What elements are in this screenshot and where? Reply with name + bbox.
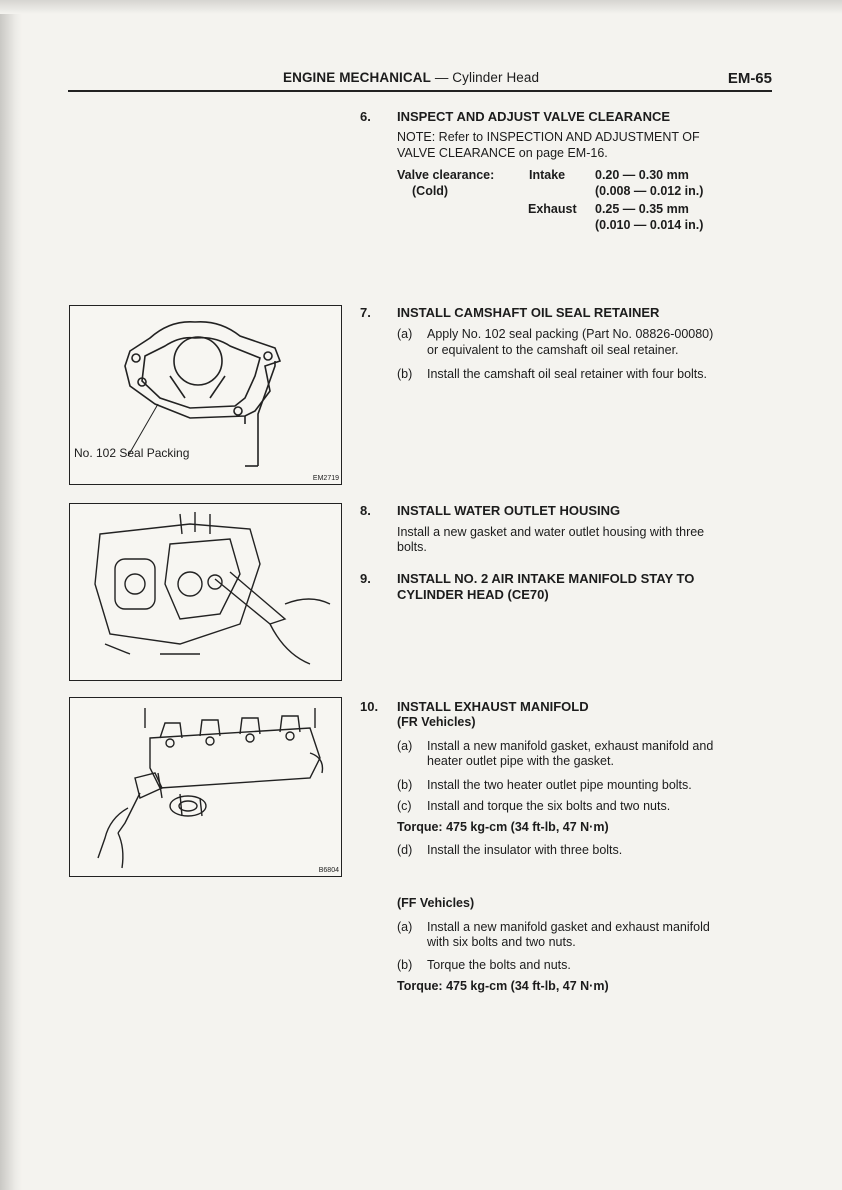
step-8 <box>360 503 780 559</box>
fr-c-mark: (c) <box>397 799 412 813</box>
valve-clearance-condition: (Cold) <box>412 184 449 198</box>
figure-exhaust-manifold <box>69 697 342 877</box>
fr-torque: Torque: 475 kg-cm (34 ft-lb, 47 N·m) <box>397 820 609 834</box>
header-title <box>283 70 539 85</box>
page-binding-shadow <box>0 0 22 1190</box>
fr-b-line1: Install the two heater outlet pipe mounting bolts. <box>427 778 692 792</box>
ff-torque: Torque: 475 kg-cm (34 ft-lb, 47 N·m) <box>397 979 609 993</box>
ff-a-line1: Install a new manifold gasket and exhaust manifold <box>427 920 710 934</box>
exhaust-mm: 0.25 — 0.35 mm <box>595 202 689 216</box>
step-7-a-mark: (a) <box>397 327 413 341</box>
ff-a-mark: (a) <box>397 920 413 934</box>
fr-a-mark: (a) <box>397 739 413 753</box>
step-7 <box>360 305 780 385</box>
fr-d-line1: Install the insulator with three bolts. <box>427 843 623 857</box>
exhaust-manifold-drawing <box>70 698 341 876</box>
header-dash: — <box>434 70 449 85</box>
step-6 <box>360 109 780 239</box>
step-8-title: INSTALL WATER OUTLET HOUSING <box>397 503 621 518</box>
page-header <box>70 68 772 90</box>
step-9 <box>360 571 780 605</box>
header-section: ENGINE MECHANICAL <box>283 70 431 85</box>
ff-b-mark: (b) <box>397 958 413 972</box>
step-6-title: INSPECT AND ADJUST VALVE CLEARANCE <box>397 109 671 124</box>
fr-b-mark: (b) <box>397 778 413 792</box>
ff-vehicles-heading: (FF Vehicles) <box>397 896 475 910</box>
intake-in: (0.008 — 0.012 in.) <box>595 184 704 198</box>
step-7-a-line2: or equivalent to the camshaft oil seal retainer. <box>427 343 679 357</box>
page-code: EM-65 <box>727 70 772 87</box>
step-10-title: INSTALL EXHAUST MANIFOLD <box>397 699 589 714</box>
step-8-line1: Install a new gasket and water outlet housing with three <box>397 525 705 539</box>
header-subsection: Cylinder Head <box>452 70 540 85</box>
figure-code-b6804: B6804 <box>318 867 339 874</box>
step-9-title-line1: INSTALL NO. 2 AIR INTAKE MANIFOLD STAY TO <box>397 571 695 586</box>
step-8-line2: bolts. <box>397 540 427 554</box>
ff-b-line1: Torque the bolts and nuts. <box>427 958 571 972</box>
intake-mm: 0.20 — 0.30 mm <box>595 168 689 182</box>
exhaust-label: Exhaust <box>528 202 577 216</box>
intake-label: Intake <box>529 168 566 182</box>
fr-d-mark: (d) <box>397 843 413 857</box>
valve-clearance-label: Valve clearance: <box>397 168 495 182</box>
fr-vehicles-heading: (FR Vehicles) <box>397 715 476 729</box>
ff-a-line2: with six bolts and two nuts. <box>427 935 576 949</box>
seal-packing-label: No. 102 Seal Packing <box>74 446 190 460</box>
figure-water-outlet-housing <box>69 503 342 681</box>
page-top-shadow <box>0 0 842 14</box>
exhaust-in: (0.010 — 0.014 in.) <box>595 218 704 232</box>
step-6-number: 6. <box>360 109 371 124</box>
step-10-number: 10. <box>360 699 379 714</box>
step-9-number: 9. <box>360 571 371 586</box>
step-7-title: INSTALL CAMSHAFT OIL SEAL RETAINER <box>397 305 660 320</box>
step-10 <box>360 699 780 999</box>
step-7-b-line1: Install the camshaft oil seal retainer with four bolts. <box>427 367 707 381</box>
step-6-note-line1: NOTE: Refer to INSPECTION AND ADJUSTMENT OF <box>397 130 700 144</box>
header-rule <box>68 90 772 92</box>
step-7-number: 7. <box>360 305 371 320</box>
water-outlet-drawing <box>70 504 341 680</box>
step-7-a-line1: Apply No. 102 seal packing (Part No. 08826-00080) <box>427 327 714 341</box>
step-7-b-mark: (b) <box>397 367 413 381</box>
fr-c-line1: Install and torque the six bolts and two nuts. <box>427 799 671 813</box>
figure-code-em2719: EM2719 <box>312 475 339 482</box>
step-9-title-line2: CYLINDER HEAD (CE70) <box>397 587 549 602</box>
fr-a-line2: heater outlet pipe with the gasket. <box>427 754 614 768</box>
figure-camshaft-seal-retainer <box>69 305 342 485</box>
fr-a-line1: Install a new manifold gasket, exhaust manifold and <box>427 739 714 753</box>
step-8-number: 8. <box>360 503 371 518</box>
step-6-note-line2: VALVE CLEARANCE on page EM-16. <box>397 146 608 160</box>
